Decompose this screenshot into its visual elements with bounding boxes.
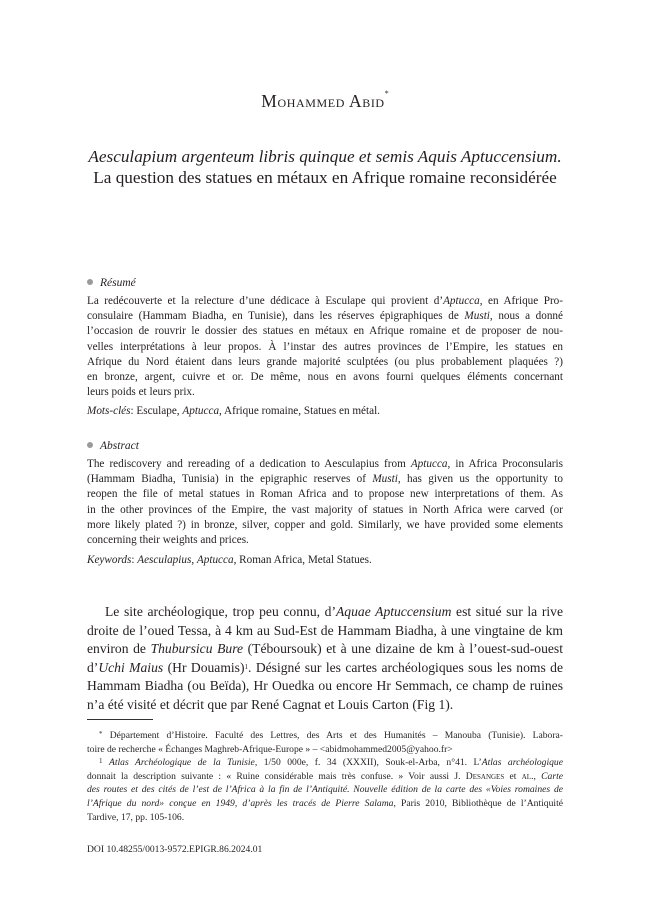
resume-line: velles interprétations à leur propos. À l’instar des autres provinces de l’Empire, les statues en [87, 340, 563, 353]
abstract-line: reopen the file of metal statues in Roman Africa and to propose new interpretations of them. As [87, 488, 563, 501]
resume-heading [87, 277, 136, 289]
abstract-line: The rediscovery and rereading of a dedication to Aesculapius from Aptucca, in Africa Proconsularis [87, 458, 563, 470]
body-line: Le site archéologique, trop peu connu, d’Aquae Aptuccensium est situé sur la rive [105, 604, 563, 619]
footnote-1-line: Tardive, 17, pp. 105-106. [87, 811, 185, 823]
keywords-label: Keywords [87, 554, 132, 566]
footnote-star: * Département d’Histoire. Faculté des Lettres, des Arts et des Humanités – Manouba (Tunisie). Labora- [99, 730, 563, 741]
resume-line: La redécouverte et la relecture d’une dédicace à Esculape qui provient d’Aptucca, en Afrique Pro- [87, 295, 564, 307]
body-paragraph [87, 603, 563, 715]
resume-line: l’occasion de rouvrir le dossier des statues en métaux en Afrique romaine et de proposer de nou- [87, 325, 563, 338]
footnote-1-line: donnait la description suivante : « Ruine considérable mais très confuse. » Voir aussi J. Desanges et al., Carte [87, 770, 563, 782]
footnote-ref: 1 [244, 662, 248, 671]
abstract-line: concerning their weights and prices. [87, 534, 249, 547]
bullet-icon [87, 279, 93, 285]
doi: DOI 10.48255/0013-9572.EPIGR.86.2024.01 [87, 844, 263, 855]
body-line: Hammam Biadha (ou Beïda), Hr Ouedka ou encore Hr Semmach, ce champ de ruines [87, 678, 563, 694]
footnotes [87, 729, 563, 824]
resume-text [87, 294, 563, 400]
title-french: La question des statues en métaux en Afrique romaine reconsidérée [93, 168, 557, 187]
resume-heading-text: Résumé [100, 277, 136, 289]
article-title [60, 146, 590, 188]
resume-line: leurs poids et leurs prix. [87, 386, 195, 399]
footnote-star-cont: toire de recherche « Échanges Maghreb-Afrique-Europe » – <abidmohammed2005@yahoo.fr> [87, 743, 453, 755]
footnote-1: $^1$ Atlas Archéologique de la Tunisie, 1/50 000e, f. 34 (XXXII), Souk-el-Arba, n°41. L’Atlas archéologique [99, 757, 563, 769]
abstract-keywords: Keywords: Aesculapius, Aptucca, Roman Africa, Metal Statues. [87, 554, 372, 566]
resume-line: consulaire (Hammam Biadha, en Tunisie), dans les réserves épigraphiques de Musti, nous a donné [87, 310, 563, 323]
body-line: d’Uchi Maius (Hr Douamis)$^1$. Désigné sur les cartes archéologiques sous les noms de [87, 659, 563, 675]
title-latin: Aesculapium argenteum libris quinque et semis Aquis Aptuccensium. [88, 147, 562, 166]
abstract-heading [87, 440, 139, 452]
author-footnote-mark: * [384, 89, 389, 98]
body-line: droite de l’oued Tessa, à 4 km au Sud-Est de Hammam Biadha, à une vingtaine de km [87, 622, 563, 638]
body-line: n’a été visité et décrit que par René Cagnat et Louis Carton (Fig 1). [87, 696, 454, 712]
abstract-line: in the other provinces of the Empire, the vast majority of statues in North Africa were carved (or [87, 503, 563, 516]
body-line: environ de Thubursicu Bure (Téboursouk) et à une dizaine de km à l’ouest-sud-ouest [87, 641, 563, 657]
author-name-text: Mohammed Abid [261, 91, 385, 111]
keywords-label: Mots-clés [87, 405, 131, 417]
author-name [0, 91, 650, 112]
bullet-icon [87, 442, 93, 448]
resume-line: en bronze, argent, cuivre et or. De même, nous en avons fourni quelques éléments concernant [87, 371, 563, 384]
abstract-heading-text: Abstract [100, 440, 139, 452]
abstract-line: (Hammam Biadha, Tunisia) in the epigraphic reserves of Musti, has given us the opportunity to [87, 473, 563, 486]
resume-line: Afrique du Nord étaient dans leurs grande majorité sculptées (ou plus probablement plaquées ?) [87, 355, 563, 368]
footnote-1-line: l’Afrique du nord» conçue en 1949, d’après les tracés de Pierre Salama, Paris 2010, Bibliothèque de l’Antiquité [87, 797, 563, 809]
abstract-line: more likely plated ?) in bronze, silver, copper and gold. Similarly, we have provided some elements [87, 518, 563, 531]
footnote-1-line: des routes et des cités de l’est de l’Africa à la fin de l’Antiquité. Nouvelle édition de la carte des «Voies romaines de [87, 784, 563, 796]
resume-keywords: Mots-clés: Esculape, Aptucca, Afrique romaine, Statues en métal. [87, 405, 380, 417]
abstract-text [87, 457, 563, 548]
footnote-divider [87, 719, 153, 720]
